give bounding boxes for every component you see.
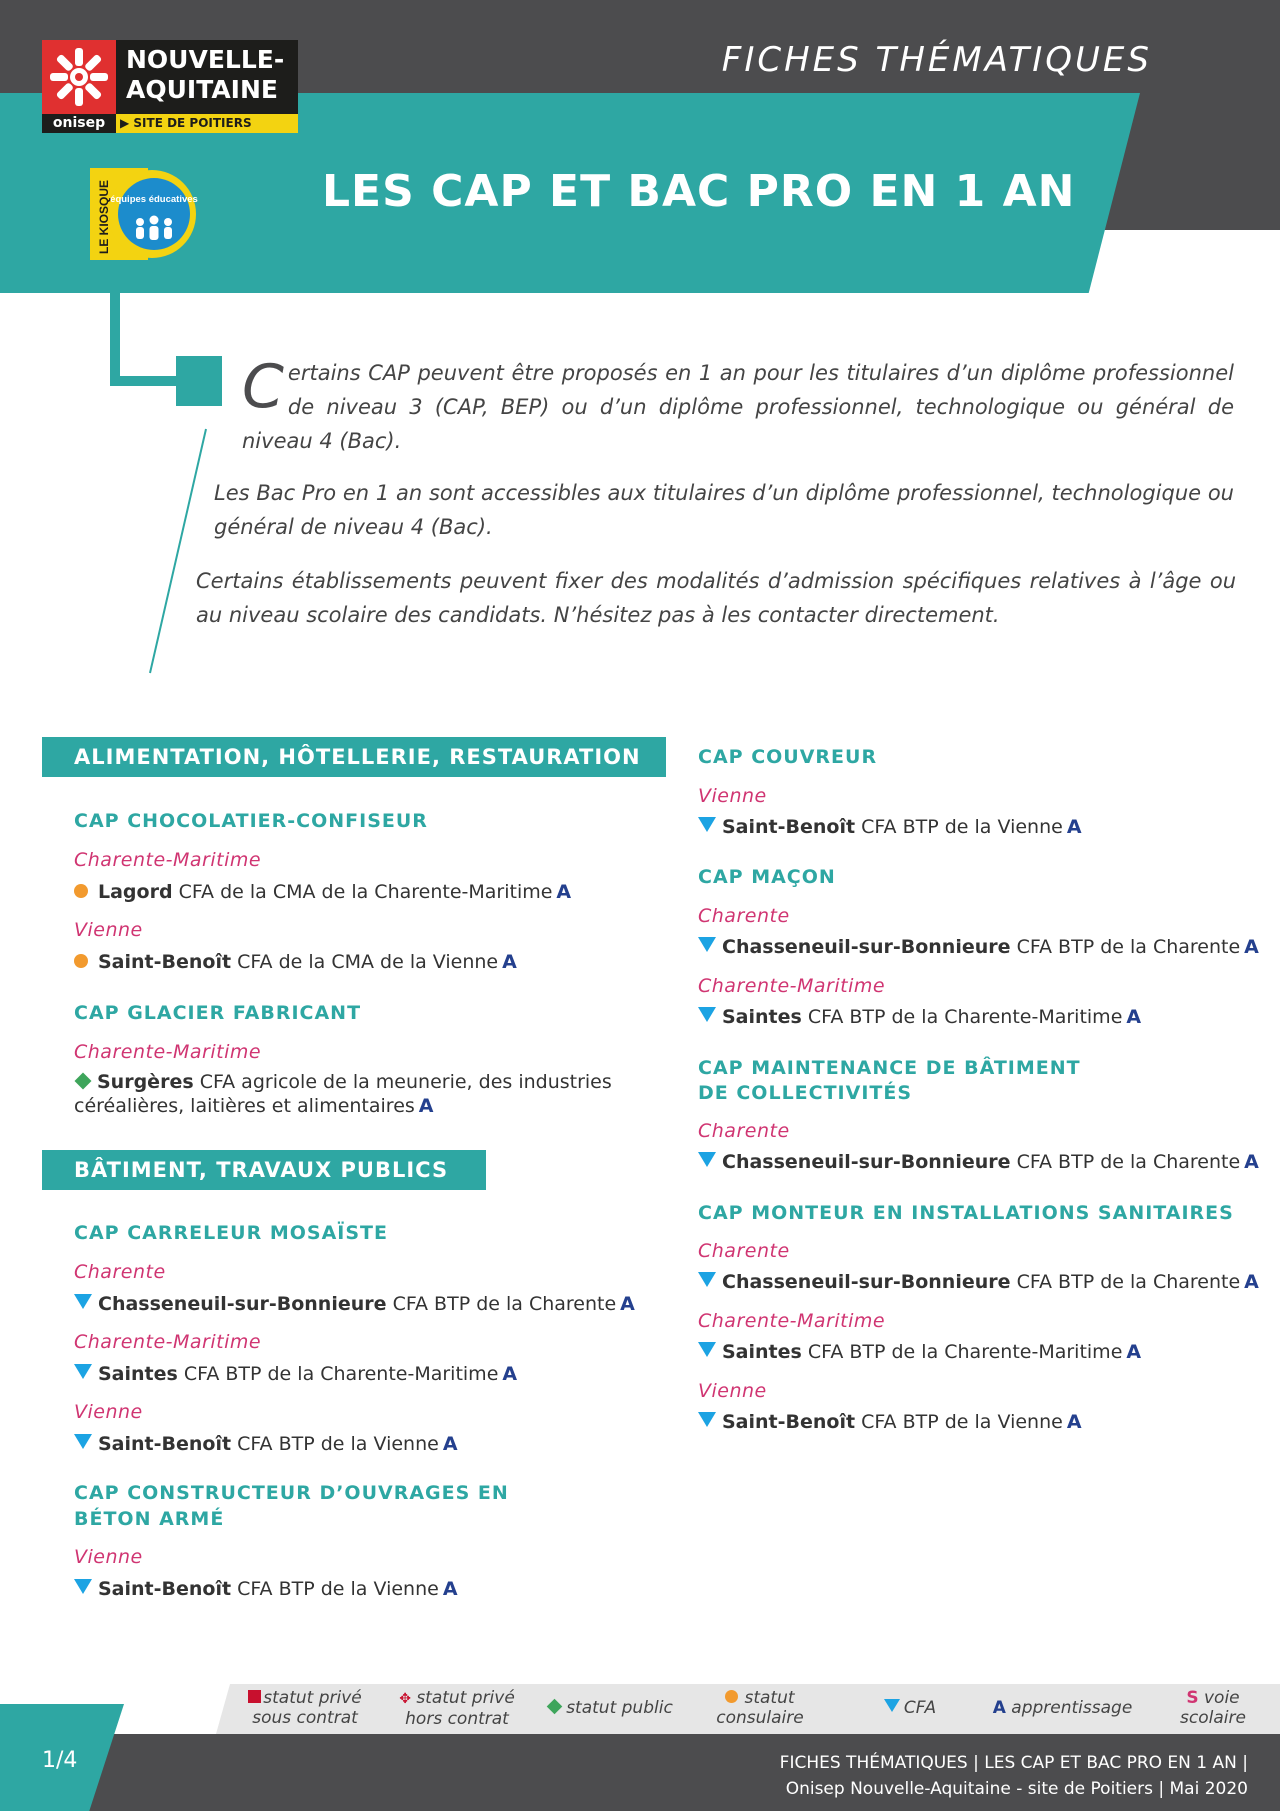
apprentissage-icon: A <box>502 1363 518 1385</box>
city: Saintes <box>722 1006 802 1028</box>
section-batiment: BÂTIMENT, TRAVAUX PUBLICS <box>42 1150 486 1190</box>
drop-cap: C <box>242 352 284 422</box>
apprentissage-icon: A <box>1126 1006 1142 1028</box>
list-item <box>698 815 1082 839</box>
cap-maintenance-title-line1: CAP MAINTENANCE DE BÂTIMENT <box>698 1057 1081 1079</box>
dept-label: Charente <box>698 1120 790 1142</box>
legend-prive-hors-contrat: ✥ statut privé hors contrat <box>399 1688 515 1729</box>
page-number: 1/4 <box>42 1748 78 1773</box>
school-name: CFA BTP de la Charente <box>1016 936 1241 958</box>
intro-paragraph-3: Certains établissements peuvent fixer des modalités d’admission spécifiques relatives à l’âge ou au niveau scolaire des candidats. N’hésitez pas à les contacter directement. <box>196 569 1236 627</box>
cfa-icon <box>74 1294 92 1309</box>
school-name: CFA BTP de la Charente <box>1016 1271 1241 1293</box>
dept-label: Charente-Maritime <box>74 849 262 871</box>
intro-paragraph-1-text: ertains CAP peuvent être proposés en 1 an pour les titulaires d’un diplôme professionnel de niveau 3 (CAP, BEP) ou d’un diplôme professionnel, technologique ou général de niveau 4 (Bac). <box>242 361 1234 453</box>
school-name: CFA BTP de la Charente-Maritime <box>807 1006 1123 1028</box>
school-name: CFA agricole de la meunerie, des industries céréalières, laitières et alimentaires <box>74 1071 612 1117</box>
intro-paragraph-1 <box>242 352 1234 458</box>
fiches-thematiques-label: FICHES THÉMATIQUES <box>721 40 1152 80</box>
list-item <box>698 1340 1141 1364</box>
page-title: LES CAP ET BAC PRO EN 1 AN <box>322 166 1076 217</box>
diamond-icon <box>547 1699 563 1715</box>
list-item <box>74 1070 634 1118</box>
kiosque-logo[interactable] <box>90 168 198 260</box>
cfa-icon <box>74 1434 92 1449</box>
city: Saintes <box>722 1341 802 1363</box>
city: Saint-Benoît <box>722 816 856 838</box>
dept-label: Charente <box>74 1261 166 1283</box>
dept-label: Vienne <box>698 1380 767 1402</box>
clover-icon: ✥ <box>399 1691 411 1707</box>
legend-apprentissage: A apprentissage <box>992 1698 1133 1718</box>
apprentissage-icon: A <box>992 1698 1006 1718</box>
voie-scolaire-icon: S <box>1186 1688 1199 1708</box>
city: Saintes <box>98 1363 178 1385</box>
cfa-icon <box>74 1364 92 1379</box>
city: Lagord <box>98 881 173 903</box>
decorative-bracket <box>110 290 120 386</box>
legend-voie-scolaire: S voie scolaire <box>1180 1688 1246 1728</box>
cap-couvreur-title: CAP COUVREUR <box>698 746 878 768</box>
school-name: CFA BTP de la Charente-Maritime <box>807 1341 1123 1363</box>
list-item <box>74 950 517 974</box>
dept-label: Charente-Maritime <box>698 1310 886 1332</box>
cap-chocolatier-title: CAP CHOCOLATIER-CONFISEUR <box>74 810 428 832</box>
apprentissage-icon: A <box>1244 1151 1259 1173</box>
list-item <box>698 1270 1259 1294</box>
city: Saint-Benoît <box>98 951 232 973</box>
list-item <box>74 1432 458 1456</box>
apprentissage-icon: A <box>418 1095 434 1117</box>
list-item <box>698 935 1259 959</box>
dept-label: Vienne <box>74 1401 143 1423</box>
cfa-icon <box>698 1412 716 1427</box>
legend-prive-sous-contrat: statut privé sous contrat <box>240 1688 370 1728</box>
statut-consulaire-icon <box>74 884 88 898</box>
section-alimentation: ALIMENTATION, HÔTELLERIE, RESTAURATION <box>42 737 666 777</box>
list-item <box>698 1410 1082 1434</box>
brand-line-2: AQUITAINE <box>126 75 278 104</box>
cfa-icon <box>698 1272 716 1287</box>
footer-line-2: Onisep Nouvelle-Aquitaine - site de Poitiers | Mai 2020 <box>785 1779 1248 1799</box>
school-name: CFA BTP de la Charente <box>1016 1151 1241 1173</box>
cfa-icon <box>698 1007 716 1022</box>
city: Saint-Benoît <box>98 1578 232 1600</box>
cap-maintenance-title-line2: DE COLLECTIVITÉS <box>698 1082 913 1104</box>
apprentissage-icon: A <box>1244 936 1259 958</box>
school-name: CFA de la CMA de la Vienne <box>237 951 499 973</box>
apprentissage-icon: A <box>502 951 517 973</box>
cfa-icon <box>74 1579 92 1594</box>
dept-label: Vienne <box>74 919 143 941</box>
dept-label: Charente <box>698 1240 790 1262</box>
legend-statut-public: statut public <box>540 1698 680 1718</box>
square-icon <box>248 1690 261 1703</box>
triangle-icon <box>884 1699 900 1712</box>
legend-cfa: CFA <box>870 1698 950 1718</box>
dept-label: Charente-Maritime <box>698 975 886 997</box>
brand-line-1: NOUVELLE- <box>126 45 285 74</box>
dept-label: Vienne <box>698 785 767 807</box>
school-name: CFA BTP de la Charente-Maritime <box>183 1363 499 1385</box>
dept-label: Charente-Maritime <box>74 1041 262 1063</box>
cfa-icon <box>698 1342 716 1357</box>
list-item <box>74 880 571 904</box>
list-item <box>698 1005 1141 1029</box>
city: Chasseneuil-sur-Bonnieure <box>722 1271 1011 1293</box>
dept-label: Charente-Maritime <box>74 1331 262 1353</box>
list-item <box>74 1292 635 1316</box>
cfa-icon <box>698 1152 716 1167</box>
cap-carreleur-title: CAP CARRELEUR MOSAÏSTE <box>74 1222 388 1244</box>
city: Saint-Benoît <box>98 1433 232 1455</box>
cap-beton-title-line2: BÉTON ARMÉ <box>74 1508 225 1530</box>
apprentissage-icon: A <box>1244 1271 1259 1293</box>
city: Chasseneuil-sur-Bonnieure <box>722 1151 1011 1173</box>
cfa-icon <box>698 817 716 832</box>
kiosque-label: LE KIOSQUE <box>97 179 111 254</box>
onisep-label: onisep <box>42 114 116 133</box>
school-name: CFA de la CMA de la Charente-Maritime <box>178 881 553 903</box>
statut-public-icon <box>75 1073 92 1090</box>
footer-line-1: FICHES THÉMATIQUES | LES CAP ET BAC PRO EN 1 AN | <box>779 1753 1248 1773</box>
city: Surgères <box>97 1071 194 1093</box>
decorative-slash-line <box>140 425 220 675</box>
dept-label: Charente <box>698 905 790 927</box>
statut-consulaire-icon <box>74 954 88 968</box>
apprentissage-icon: A <box>1066 1411 1082 1433</box>
city: Chasseneuil-sur-Bonnieure <box>722 936 1011 958</box>
decorative-square <box>176 356 222 406</box>
footer-text <box>780 1750 1248 1802</box>
cap-monteur-title: CAP MONTEUR EN INSTALLATIONS SANITAIRES <box>698 1202 1234 1224</box>
cfa-icon <box>698 937 716 952</box>
list-item <box>74 1362 517 1386</box>
school-name: CFA BTP de la Vienne <box>861 1411 1063 1433</box>
dot-icon <box>725 1690 738 1703</box>
apprentissage-icon: A <box>1126 1341 1142 1363</box>
cap-glacier-title: CAP GLACIER FABRICANT <box>74 1002 362 1024</box>
legend-statut-consulaire: statut consulaire <box>716 1688 804 1728</box>
city: Saint-Benoît <box>722 1411 856 1433</box>
region-emblem-icon <box>42 40 116 114</box>
kiosque-badge-text: équipes éducatives <box>110 194 198 205</box>
cap-beton-title-line1: CAP CONSTRUCTEUR D’OUVRAGES EN <box>74 1482 509 1504</box>
apprentissage-icon: A <box>620 1293 635 1315</box>
apprentissage-icon: A <box>442 1578 458 1600</box>
list-item <box>698 1150 1259 1174</box>
school-name: CFA BTP de la Vienne <box>861 816 1063 838</box>
city: Chasseneuil-sur-Bonnieure <box>98 1293 387 1315</box>
apprentissage-icon: A <box>442 1433 458 1455</box>
cap-macon-title: CAP MAÇON <box>698 866 836 888</box>
intro-paragraph-2: Les Bac Pro en 1 an sont accessibles aux titulaires d’un diplôme professionnel, technologique ou général de niveau 4 (Bac). <box>214 481 1234 539</box>
site-label: ▶ SITE DE POITIERS <box>120 116 252 130</box>
list-item <box>74 1577 458 1601</box>
apprentissage-icon: A <box>1066 816 1082 838</box>
onisep-logo[interactable] <box>42 40 298 133</box>
dept-label: Vienne <box>74 1546 143 1568</box>
school-name: CFA BTP de la Vienne <box>237 1433 439 1455</box>
school-name: CFA BTP de la Charente <box>392 1293 617 1315</box>
school-name: CFA BTP de la Vienne <box>237 1578 439 1600</box>
apprentissage-icon: A <box>556 881 572 903</box>
